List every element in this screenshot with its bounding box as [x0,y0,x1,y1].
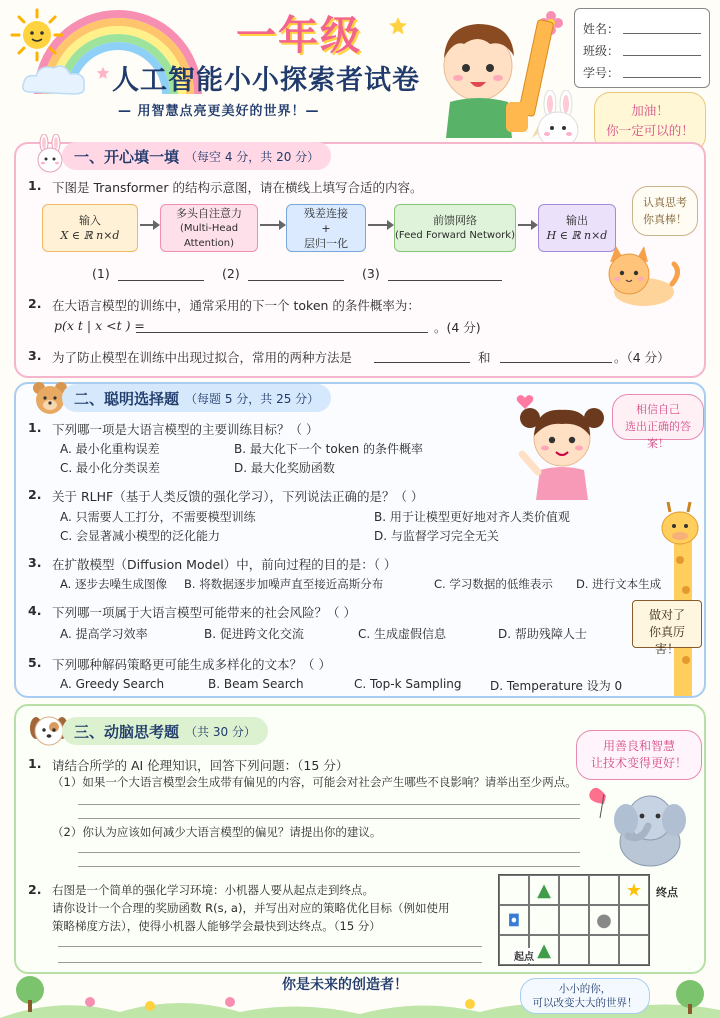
option-b[interactable]: B. 促进跨文化交流 [204,627,304,641]
option-a[interactable]: A. 逐步去噪生成图像 [60,577,167,591]
option-a[interactable]: A. Greedy Search [60,677,165,691]
answer-blank-2[interactable] [248,280,344,281]
grid-cell [619,905,649,935]
question-number: 1. [28,420,42,435]
question-text-line3: 策略梯度方法），使得小机器人能够学会最快到达终点。（15 分） [52,919,381,933]
giraffe-illustration [656,500,706,696]
sub-question-1: （1）如果一个大语言模型会生成带有偏见的内容，可能会对社会产生哪些不良影响？请举出至少两点。 [52,775,577,789]
grid-cell [499,905,529,935]
page-subtitle: — 用智慧点亮更美好的世界！— [118,104,320,119]
answer-blank-3[interactable] [388,280,502,281]
cheer-bubble: 加油！ 你一定可以的！ [594,92,706,152]
box-sublabel: (Multi-Head Attention) [179,222,239,249]
option-c[interactable]: C. 会显著减小模型的泛化能力 [60,529,221,543]
question-text: 在扩散模型（Diffusion Model）中，前向过程的目的是：（ ） [52,557,397,572]
grid-cell [529,905,559,935]
small-bubble: 小小的你， 可以改变大大的世界！ [520,978,650,1014]
star-icon [388,16,408,36]
option-a[interactable]: A. 只需要人工打分，不需要模型训练 [60,510,256,524]
kind-bubble: 用善良和智慧 让技术变得更好！ [576,730,702,780]
grid-cell [589,905,619,935]
question-text: 右图是一个简单的强化学习环境：小机器人要从起点走到终点。 [52,883,374,897]
option-b[interactable]: B. 用于让模型更好地对齐人类价值观 [374,510,570,524]
question-text: 请结合所学的 AI 伦理知识，回答下列问题：（15 分） [52,758,349,773]
class-label: 班级： [583,44,620,58]
student-id-field[interactable] [583,59,701,81]
box-label: 前馈网络 [433,214,477,227]
box-label: 残差连接 [304,206,348,220]
grid-cell [559,905,589,935]
grid-cell [499,875,529,905]
option-d[interactable]: D. 进行文本生成 [576,577,662,591]
end-label: 终点 [656,886,678,899]
answer-line[interactable] [78,818,580,819]
page-title: 人工智能小小探索者试卷 [112,65,420,96]
and-text: 和 [478,350,491,365]
question-text: 下列哪一项属于大语言模型可能带来的社会风险？（ ） [52,605,356,620]
box-label: 输入 [79,214,101,227]
arrow-icon [368,224,392,226]
section2-title [62,384,331,412]
question-number: 2. [28,296,42,311]
option-b[interactable]: B. 将数据逐步加噪声直至接近高斯分布 [184,577,384,591]
option-c[interactable]: C. 生成虚假信息 [358,627,447,641]
answer-blank-1[interactable] [118,280,204,281]
question-text: 为了防止模型在训练中出现过拟合，常用的两种方法是 [52,350,353,365]
star-goal-icon: ★ [625,879,643,901]
blank-label-2: (2) [222,266,240,281]
residual-norm-box [286,204,366,252]
answer-blank-method-2[interactable] [500,362,612,363]
option-d[interactable]: D. 最大化奖励函数 [234,461,335,475]
feed-forward-box [394,204,516,252]
grid-cell [589,875,619,905]
name-label: 姓名： [583,22,620,36]
section2-title-text: 二、聪明选择题 [74,389,180,408]
option-b[interactable]: B. 最大化下一个 token 的条件概率 [234,442,424,456]
section3-score-note: （共 30 分） [185,724,256,739]
girl-illustration [512,398,612,500]
answer-line[interactable] [58,946,482,947]
probability-formula: p(x t | x <t ) = [54,318,145,333]
answer-line[interactable] [78,852,580,853]
box-label: 多头自注意力 [176,206,242,220]
cat-illustration [596,244,680,310]
box-sublabel: (Feed Forward Network) [395,230,515,241]
option-c[interactable]: C. Top-k Sampling [354,677,462,691]
grid-cell [619,935,649,965]
footer-slogan: 你是未来的创造者！ [282,977,408,993]
option-d[interactable]: D. 帮助残障人士 [498,627,587,641]
question-text: 下列哪一项是大语言模型的主要训练目标？（ ） [52,422,319,437]
grid-cell [529,875,559,905]
box-label: 输出 [566,214,588,227]
question-text: 下图是 Transformer 的结构示意图，请在横线上填写合适的内容。 [52,180,423,195]
elephant-with-heart-illustration [586,782,702,870]
arrow-icon [518,224,536,226]
grade-title: 一年级 [236,13,362,59]
question-number: 5. [28,655,42,670]
question-text: 在大语言模型的训练中，通常采用的下一个 token 的条件概率为： [52,298,420,313]
student-id-label: 学号： [583,66,620,80]
grid-cell [589,935,619,965]
star-icon [96,66,110,80]
grid-cell [559,875,589,905]
option-d[interactable]: D. 与监督学习完全无关 [374,529,499,543]
option-c[interactable]: C. 学习数据的低维表示 [434,577,553,591]
answer-line[interactable] [78,804,580,805]
box-formula: X ∈ ℝ n×d [60,229,120,242]
heart-icon [516,394,534,410]
question-number: 1. [28,178,42,193]
box-sublabel: 层归一化 [304,236,348,250]
arrow-icon [260,224,284,226]
class-field[interactable] [583,37,701,59]
tree-icon: ▲ [537,939,551,961]
section1-score-note: （每空 4 分，共 20 分） [185,149,320,164]
blank-label-3: (3) [362,266,380,281]
question-number: 2. [28,487,42,502]
question-number: 4. [28,603,42,618]
start-label: 起点 [512,948,536,963]
option-a[interactable]: A. 提高学习效率 [60,627,148,641]
sub-question-2: （2）你认为应该如何减少大语言模型的偏见？请提出你的建议。 [52,825,382,839]
sun-icon [10,8,64,62]
input-box [42,204,138,252]
question-text-line2: 请你设计一个合理的奖励函数 R(s, a)，并写出对应的策略优化目标（例如使用 [52,901,450,915]
question-number: 2. [28,882,42,897]
name-field[interactable] [583,15,701,37]
box-formula: H ∈ ℝ n×d [546,229,608,242]
question-number: 1. [28,756,42,771]
arrow-icon [140,224,158,226]
question-number: 3. [28,348,42,363]
answer-blank-method-1[interactable] [374,362,470,363]
student-info-box [574,8,710,88]
robot-icon: ◘ [507,910,521,930]
answer-line[interactable] [78,866,580,867]
grid-cell [559,935,589,965]
section1-title [62,142,331,170]
question-points: 。（4 分） [614,350,670,365]
question-text: 关于 RLHF（基于人类反馈的强化学习），下列说法正确的是？（ ） [52,489,424,504]
section1-title-text: 一、开心填一填 [74,147,180,166]
question-number: 3. [28,555,42,570]
question-text: 下列哪种解码策略更可能生成多样化的文本？（ ） [52,657,331,672]
question-points: 。(4 分) [434,320,481,335]
option-d[interactable]: D. Temperature 设为 0 [490,679,623,693]
rock-icon: ● [596,909,612,931]
section3-title-text: 三、动脑思考题 [74,722,180,741]
cloud-icon [20,62,90,98]
blank-label-1: (1) [92,266,110,281]
section2-score-note: （每题 5 分，共 25 分） [185,391,320,406]
option-c[interactable]: C. 最小化分类误差 [60,461,161,475]
believe-bubble: 相信自己 选出正确的答案！ [612,394,704,440]
great-sign: 做对了 你真厉害！ [632,600,702,648]
option-b[interactable]: B. Beam Search [208,677,304,691]
section3-title [62,717,268,745]
think-bubble: 认真思考 你真棒！ [632,186,698,236]
option-a[interactable]: A. 最小化重构误差 [60,442,160,456]
tree-icon: ▲ [537,879,551,901]
grid-cell [619,875,649,905]
answer-blank-formula[interactable] [136,332,428,333]
answer-line[interactable] [58,962,482,963]
multi-head-attention-box [160,204,258,252]
box-plus: + [321,221,331,235]
